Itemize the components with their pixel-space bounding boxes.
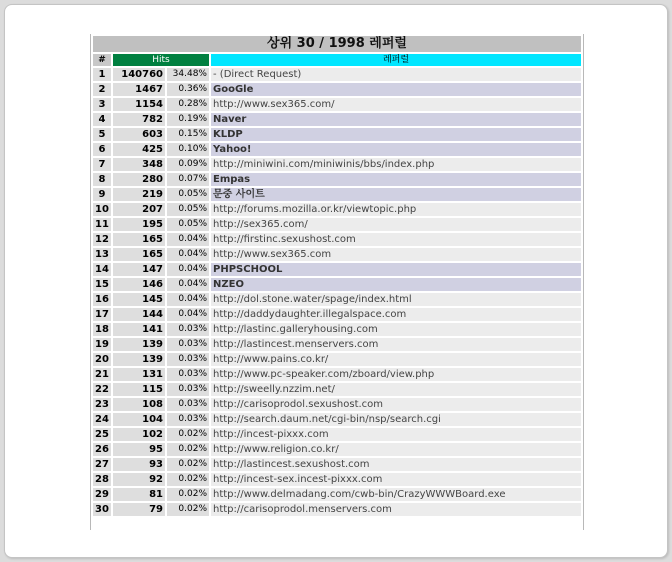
hits-cell: 1154: [113, 98, 165, 111]
referrer-cell: http://dol.stone.water/spage/index.html: [211, 293, 581, 306]
referrer-report: [90, 34, 584, 530]
percent-cell: 0.04%: [167, 293, 209, 306]
referrer-cell: http://incest-pixxx.com: [211, 428, 581, 441]
percent-cell: 0.02%: [167, 443, 209, 456]
rank-cell: 7: [93, 158, 111, 171]
table-row: [93, 173, 581, 186]
table-row: [93, 188, 581, 201]
rank-cell: 17: [93, 308, 111, 321]
rank-cell: 24: [93, 413, 111, 426]
percent-cell: 0.09%: [167, 158, 209, 171]
percent-cell: 0.03%: [167, 398, 209, 411]
rank-cell: 26: [93, 443, 111, 456]
table-row: [93, 98, 581, 111]
table-row: [93, 203, 581, 216]
percent-cell: 0.03%: [167, 353, 209, 366]
hits-cell: 131: [113, 368, 165, 381]
table-row: [93, 368, 581, 381]
referrer-table-body: [93, 36, 581, 516]
percent-cell: 0.02%: [167, 458, 209, 471]
hits-cell: 115: [113, 383, 165, 396]
rank-cell: 29: [93, 488, 111, 501]
rank-cell: 10: [93, 203, 111, 216]
percent-cell: 0.03%: [167, 383, 209, 396]
referrer-cell: http://daddydaughter.illegalspace.com: [211, 308, 581, 321]
referrer-cell: NZEO: [211, 278, 581, 291]
percent-cell: 0.05%: [167, 188, 209, 201]
rank-cell: 21: [93, 368, 111, 381]
percent-cell: 0.04%: [167, 308, 209, 321]
table-row: [93, 128, 581, 141]
referrer-cell: GooGle: [211, 83, 581, 96]
referrer-header: 레퍼럴: [211, 54, 581, 66]
percent-cell: 0.02%: [167, 473, 209, 486]
referrer-cell: Yahoo!: [211, 143, 581, 156]
rank-cell: 20: [93, 353, 111, 366]
table-row: [93, 488, 581, 501]
table-row: [93, 278, 581, 291]
hits-cell: 165: [113, 248, 165, 261]
referrer-cell: http://www.delmadang.com/cwb-bin/CrazyWWWBoard.exe: [211, 488, 581, 501]
hits-cell: 165: [113, 233, 165, 246]
table-row: [93, 383, 581, 396]
hits-cell: 95: [113, 443, 165, 456]
table-row: [93, 458, 581, 471]
table-row: [93, 503, 581, 516]
hits-cell: 108: [113, 398, 165, 411]
hits-cell: 139: [113, 338, 165, 351]
rank-cell: 14: [93, 263, 111, 276]
referrer-cell: http://www.sex365.com: [211, 248, 581, 261]
referrer-cell: http://miniwini.com/miniwinis/bbs/index.php: [211, 158, 581, 171]
table-row: [93, 473, 581, 486]
table-row: [93, 248, 581, 261]
hits-cell: 140760: [113, 68, 165, 81]
rank-cell: 27: [93, 458, 111, 471]
hits-cell: 104: [113, 413, 165, 426]
referrer-cell: http://carisoprodol.sexushost.com: [211, 398, 581, 411]
table-row: [93, 443, 581, 456]
rank-header: #: [93, 54, 111, 66]
hits-cell: 79: [113, 503, 165, 516]
table-row: [93, 398, 581, 411]
referrer-cell: http://carisoprodol.menservers.com: [211, 503, 581, 516]
percent-cell: 0.04%: [167, 263, 209, 276]
hits-cell: 782: [113, 113, 165, 126]
rank-cell: 19: [93, 338, 111, 351]
percent-cell: 0.19%: [167, 113, 209, 126]
table-row: [93, 83, 581, 96]
table-row: [93, 218, 581, 231]
table-row: [93, 68, 581, 81]
rank-cell: 6: [93, 143, 111, 156]
table-row: [93, 263, 581, 276]
rank-cell: 13: [93, 248, 111, 261]
table-row: [93, 233, 581, 246]
referrer-cell: 문중 사이트: [211, 188, 581, 201]
referrer-cell: Empas: [211, 173, 581, 186]
percent-cell: 0.04%: [167, 278, 209, 291]
rank-cell: 15: [93, 278, 111, 291]
hits-cell: 92: [113, 473, 165, 486]
table-row: [93, 338, 581, 351]
rank-cell: 2: [93, 83, 111, 96]
percent-cell: 0.02%: [167, 488, 209, 501]
table-row: [93, 323, 581, 336]
hits-cell: 195: [113, 218, 165, 231]
percent-cell: 0.03%: [167, 338, 209, 351]
table-row: [93, 293, 581, 306]
hits-cell: 280: [113, 173, 165, 186]
table-row: [93, 113, 581, 126]
percent-cell: 0.36%: [167, 83, 209, 96]
hits-header: Hits: [113, 54, 209, 66]
table-row: [93, 413, 581, 426]
rank-cell: 16: [93, 293, 111, 306]
referrer-cell: http://firstinc.sexushost.com: [211, 233, 581, 246]
rank-cell: 5: [93, 128, 111, 141]
referrer-table: [91, 34, 583, 518]
referrer-cell: http://forums.mozilla.or.kr/viewtopic.php: [211, 203, 581, 216]
table-title: 상위 30 / 1998 레퍼럴: [93, 36, 581, 52]
percent-cell: 0.04%: [167, 233, 209, 246]
hits-cell: 603: [113, 128, 165, 141]
percent-cell: 0.10%: [167, 143, 209, 156]
table-row: [93, 143, 581, 156]
rank-cell: 23: [93, 398, 111, 411]
hits-cell: 93: [113, 458, 165, 471]
percent-cell: 0.03%: [167, 323, 209, 336]
rank-cell: 22: [93, 383, 111, 396]
referrer-cell: http://lastincest.sexushost.com: [211, 458, 581, 471]
rank-cell: 18: [93, 323, 111, 336]
table-header-row: [93, 54, 581, 66]
rank-cell: 25: [93, 428, 111, 441]
rank-cell: 8: [93, 173, 111, 186]
table-title-row: [93, 36, 581, 52]
hits-cell: 145: [113, 293, 165, 306]
hits-cell: 141: [113, 323, 165, 336]
table-row: [93, 158, 581, 171]
rank-cell: 3: [93, 98, 111, 111]
referrer-cell: http://sweelly.nzzim.net/: [211, 383, 581, 396]
percent-cell: 0.03%: [167, 368, 209, 381]
hits-cell: 207: [113, 203, 165, 216]
hits-cell: 144: [113, 308, 165, 321]
percent-cell: 0.07%: [167, 173, 209, 186]
referrer-cell: http://lastincest.menservers.com: [211, 338, 581, 351]
hits-cell: 146: [113, 278, 165, 291]
rank-cell: 11: [93, 218, 111, 231]
hits-cell: 81: [113, 488, 165, 501]
referrer-cell: http://sex365.com/: [211, 218, 581, 231]
rank-cell: 9: [93, 188, 111, 201]
percent-cell: 34.48%: [167, 68, 209, 81]
referrer-cell: KLDP: [211, 128, 581, 141]
hits-cell: 102: [113, 428, 165, 441]
referrer-cell: http://www.sex365.com/: [211, 98, 581, 111]
referrer-cell: - (Direct Request): [211, 68, 581, 81]
hits-cell: 219: [113, 188, 165, 201]
table-row: [93, 308, 581, 321]
rank-cell: 1: [93, 68, 111, 81]
hits-cell: 139: [113, 353, 165, 366]
referrer-cell: http://www.religion.co.kr/: [211, 443, 581, 456]
percent-cell: 0.02%: [167, 503, 209, 516]
table-row: [93, 353, 581, 366]
percent-cell: 0.03%: [167, 413, 209, 426]
hits-cell: 1467: [113, 83, 165, 96]
table-row: [93, 428, 581, 441]
rank-cell: 30: [93, 503, 111, 516]
percent-cell: 0.04%: [167, 248, 209, 261]
rank-cell: 12: [93, 233, 111, 246]
referrer-cell: http://search.daum.net/cgi-bin/nsp/search.cgi: [211, 413, 581, 426]
percent-cell: 0.05%: [167, 203, 209, 216]
percent-cell: 0.05%: [167, 218, 209, 231]
hits-cell: 425: [113, 143, 165, 156]
referrer-cell: http://incest-sex.incest-pixxx.com: [211, 473, 581, 486]
rank-cell: 28: [93, 473, 111, 486]
referrer-cell: http://www.pains.co.kr/: [211, 353, 581, 366]
percent-cell: 0.02%: [167, 428, 209, 441]
percent-cell: 0.15%: [167, 128, 209, 141]
percent-cell: 0.28%: [167, 98, 209, 111]
hits-cell: 147: [113, 263, 165, 276]
referrer-cell: http://lastinc.galleryhousing.com: [211, 323, 581, 336]
hits-cell: 348: [113, 158, 165, 171]
referrer-cell: http://www.pc-speaker.com/zboard/view.php: [211, 368, 581, 381]
referrer-cell: PHPSCHOOL: [211, 263, 581, 276]
referrer-cell: Naver: [211, 113, 581, 126]
rank-cell: 4: [93, 113, 111, 126]
